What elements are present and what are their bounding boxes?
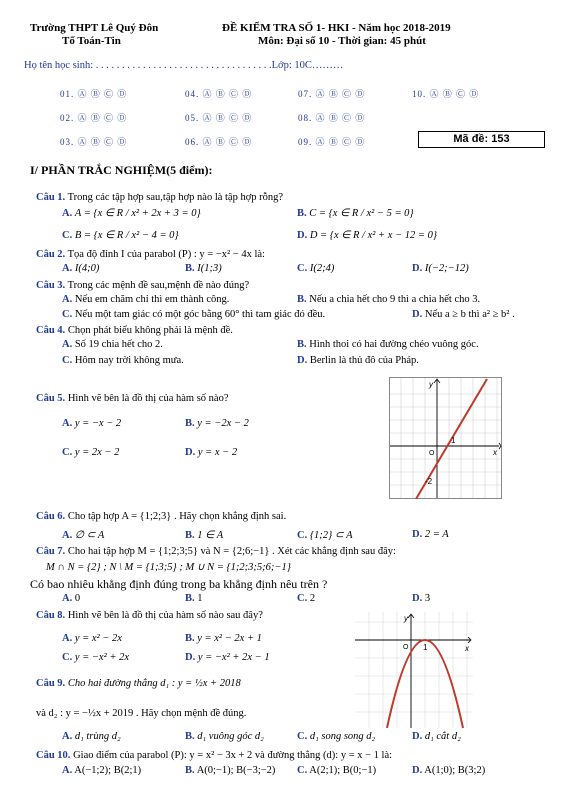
q3-option-a[interactable]: A. Nếu em chăm chỉ thì em thành công.	[62, 294, 230, 305]
q3-option-c[interactable]: C. Nếu một tam giác có một góc bằng 60° thì tam giác đó đều.	[62, 309, 326, 320]
q9-continuation: và d₂ : y = −½x + 2019 . Hãy chọn mệnh đề đúng.	[36, 708, 247, 719]
q8-option-c[interactable]: C. y = −x² + 2x	[62, 652, 129, 663]
q5-option-b[interactable]: B. y = −2x − 2	[185, 418, 249, 429]
q10-option-a[interactable]: A. A(−1;2); B(2;1)	[62, 765, 142, 776]
exam-subject: Môn: Đại số 10 - Thời gian: 45 phút	[258, 35, 426, 47]
answer-row-08[interactable]: 08. Ⓐ Ⓑ Ⓒ Ⓓ	[298, 113, 366, 123]
q8-option-a[interactable]: A. y = x² − 2x	[62, 633, 122, 644]
q6-option-b[interactable]: B. 1 ∈ A	[185, 530, 224, 541]
question-6: Câu 6. Cho tập hợp A = {1;2;3} . Hãy chọn khẳng định sai.	[36, 511, 287, 522]
question-9: Câu 9. Cho hai đường thẳng d₁ : y = ½x + 2018	[36, 678, 241, 689]
question-10: Câu 10. Giao điểm của parabol (P): y = x² − 3x + 2 và đường thẳng (d): y = x − 1 là:	[36, 750, 393, 761]
q2-option-d[interactable]: D. I(−2;−12)	[412, 263, 469, 274]
q4-option-d[interactable]: D. Berlin là thủ đô của Pháp.	[297, 355, 419, 366]
q7-option-c[interactable]: C. 2	[297, 593, 316, 604]
question-5: Câu 5. Hình vẽ bên là đồ thị của hàm số nào?	[36, 393, 229, 404]
q1-option-a[interactable]: A. A = {x ∈ R / x² + 2x + 3 = 0}	[62, 208, 201, 219]
q10-option-d[interactable]: D. A(1;0); B(3;2)	[412, 765, 486, 776]
exam-code-box: Mã đề: 153	[418, 131, 545, 148]
q10-option-c[interactable]: C. A(2;1); B(0;−1)	[297, 765, 377, 776]
q5-tick-1: 1	[451, 436, 456, 445]
q3-option-d[interactable]: D. Nếu a ≥ b thì a² ≥ b² .	[412, 309, 515, 320]
q8-option-d[interactable]: D. y = −x² + 2x − 1	[185, 652, 270, 663]
q1-option-b[interactable]: B. C = {x ∈ R / x² − 5 = 0}	[297, 208, 414, 219]
school-name: Trường THPT Lê Quý Đôn	[30, 22, 159, 34]
q5-y-label: y	[429, 380, 433, 389]
answer-row-01[interactable]: 01. Ⓐ Ⓑ Ⓒ Ⓓ	[60, 89, 128, 99]
section-title: I/ PHẦN TRẮC NGHIỆM(5 điểm):	[30, 163, 213, 177]
q5-graph	[389, 377, 502, 499]
q7-option-a[interactable]: A. 0	[62, 593, 81, 604]
q8-grid	[355, 612, 473, 728]
q9-option-a[interactable]: A. d₁ trùng d₂	[62, 731, 121, 742]
q3-option-b[interactable]: B. Nếu a chia hết cho 9 thì a chia hết cho 3.	[297, 294, 481, 305]
question-8: Câu 8. Hình vẽ bên là đồ thị của hàm số nào sau đây?	[36, 610, 263, 621]
q1-option-c[interactable]: C. B = {x ∈ R / x² − 4 = 0}	[62, 230, 179, 241]
q5-option-d[interactable]: D. y = x − 2	[185, 447, 238, 458]
q4-option-b[interactable]: B. Hình thoi có hai đường chéo vuông góc.	[297, 339, 479, 350]
q5-origin: O	[429, 450, 435, 457]
q8-x-label: x	[465, 644, 469, 653]
department-name: Tổ Toán-Tin	[62, 35, 121, 47]
q6-option-a[interactable]: A. ∅ ⊂ A	[62, 530, 105, 541]
exam-title: ĐỀ KIỂM TRA SỐ 1- HKI - Năm học 2018-2019	[222, 22, 451, 34]
student-info-line: Họ tên học sinh: . . . . . . . . . . . . . . . . . . . . . . . . . . . . . . . . . .Lớp: 10C………	[24, 60, 344, 71]
q6-option-d[interactable]: D. 2 = A	[412, 529, 449, 540]
q7-option-d[interactable]: D. 3	[412, 593, 431, 604]
q1-option-d[interactable]: D. D = {x ∈ R / x² + x − 12 = 0}	[297, 230, 438, 241]
question-4: Câu 4. Chọn phát biểu không phải là mệnh đề.	[36, 325, 233, 336]
q5-option-a[interactable]: A. y = −x − 2	[62, 418, 122, 429]
answer-row-02[interactable]: 02. Ⓐ Ⓑ Ⓒ Ⓓ	[60, 113, 128, 123]
q7-statements: M ∩ N = {2} ; N \ M = {1;3;5} ; M ∪ N = {1;2;3;5;6;−1}	[46, 562, 291, 573]
q5-x-label: x	[493, 448, 497, 457]
answer-row-05[interactable]: 05. Ⓐ Ⓑ Ⓒ Ⓓ	[185, 113, 253, 123]
q8-option-b[interactable]: B. y = x² − 2x + 1	[185, 633, 262, 644]
answer-row-10[interactable]: 10. Ⓐ Ⓑ Ⓒ Ⓓ	[412, 89, 480, 99]
q10-option-b[interactable]: B. A(0;−1); B(−3;−2)	[185, 765, 276, 776]
question-3: Câu 3. Trong các mệnh đề sau,mệnh đề nào đúng?	[36, 280, 250, 291]
answer-row-09[interactable]: 09. Ⓐ Ⓑ Ⓒ Ⓓ	[298, 137, 366, 147]
q6-option-c[interactable]: C. {1;2} ⊂ A	[297, 530, 353, 541]
answer-row-06[interactable]: 06. Ⓐ Ⓑ Ⓒ Ⓓ	[185, 137, 253, 147]
q7-option-b[interactable]: B. 1	[185, 593, 203, 604]
answer-row-03[interactable]: 03. Ⓐ Ⓑ Ⓒ Ⓓ	[60, 137, 128, 147]
question-1: Câu 1. Trong các tập hợp sau,tập hợp nào là tập hợp rỗng?	[36, 192, 284, 203]
answer-row-07[interactable]: 07. Ⓐ Ⓑ Ⓒ Ⓓ	[298, 89, 366, 99]
q8-y-label: y	[404, 614, 408, 623]
q9-option-c[interactable]: C. d₁ song song d₂	[297, 731, 376, 742]
q8-tick-1: 1	[423, 643, 428, 652]
q4-option-a[interactable]: A. Số 19 chia hết cho 2.	[62, 339, 163, 350]
q9-option-b[interactable]: B. d₁ vuông góc d₂	[185, 731, 264, 742]
q2-option-a[interactable]: A. I(4;0)	[62, 263, 100, 274]
q5-option-c[interactable]: C. y = 2x − 2	[62, 447, 120, 458]
q8-origin: O	[403, 644, 409, 651]
q2-option-b[interactable]: B. I(1;3)	[185, 263, 222, 274]
q7-question: Có bao nhiêu khẳng định đúng trong ba khẳng định nêu trên ?	[30, 577, 328, 591]
question-2: Câu 2. Tọa độ đỉnh I của parabol (P) : y = −x² − 4x là:	[36, 249, 265, 260]
answer-row-04[interactable]: 04. Ⓐ Ⓑ Ⓒ Ⓓ	[185, 89, 253, 99]
question-7: Câu 7. Cho hai tập hợp M = {1;2;3;5} và N = {2;6;−1} . Xét các khẳng định sau đây:	[36, 546, 396, 557]
q2-option-c[interactable]: C. I(2;4)	[297, 263, 335, 274]
q8-graph	[355, 612, 473, 728]
q4-option-c[interactable]: C. Hôm nay trời không mưa.	[62, 355, 184, 366]
q5-tick-neg2: -2	[425, 477, 433, 486]
q9-option-d[interactable]: D. d₁ cắt d₂	[412, 731, 461, 742]
